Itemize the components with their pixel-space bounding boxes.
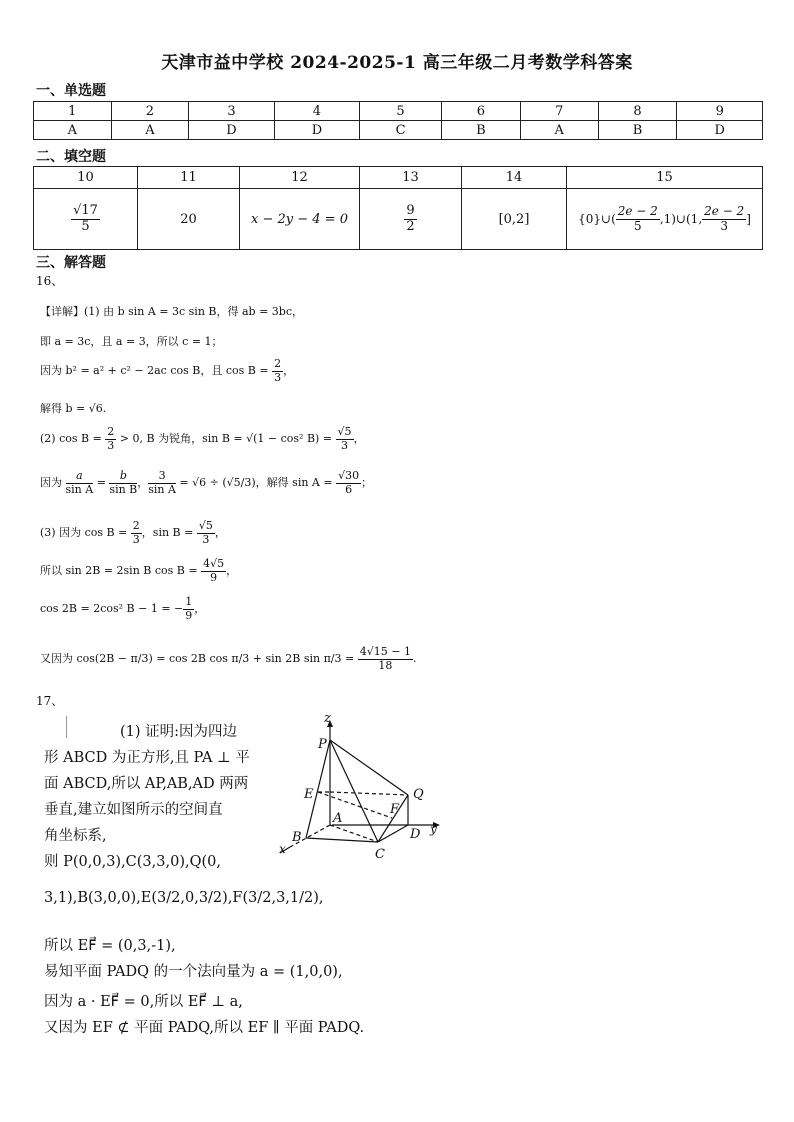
solution-17-line-2: 形 ABCD 为正方形,且 PA ⊥ 平 — [44, 750, 250, 766]
table-cell: 9 — [677, 102, 763, 121]
text: ， — [137, 476, 149, 490]
denominator: 3 — [132, 532, 140, 546]
solution-17-line-8: 所以 EF⃗ = (0,3,-1), — [44, 938, 176, 954]
solution-16-line-2: 即 a = 3c，且 a = 3，所以 c = 1； — [40, 335, 223, 348]
table-cell: B — [441, 121, 520, 140]
fraction — [404, 204, 416, 235]
text: (3) 因为 cos B = — [40, 526, 131, 540]
table-cell: A — [520, 121, 598, 140]
numerator: a — [66, 470, 94, 484]
solution-17-line-1: (1) 证明:因为四边 — [120, 724, 238, 740]
fraction — [358, 646, 413, 672]
section-fill-heading: 二、填空题 — [36, 149, 106, 165]
table-cell — [360, 189, 462, 250]
table-row — [34, 189, 763, 250]
text: 因为 — [40, 476, 66, 490]
text: 所以 sin 2B = 2sin B cos B = — [40, 564, 202, 578]
solution-17-line-10: 因为 a · EF⃗ = 0,所以 EF⃗ ⊥ a, — [44, 994, 243, 1010]
solution-16-line-6 — [40, 470, 372, 496]
table-cell: 8 — [598, 102, 677, 121]
table-row — [34, 167, 763, 189]
table-cell: 20 — [138, 189, 240, 250]
label-e: E — [304, 787, 314, 802]
solution-17-line-5: 角坐标系, — [44, 828, 107, 844]
table-cell — [34, 189, 138, 250]
fraction — [336, 426, 354, 452]
solution-17-line-7: 3,1),B(3,0,0),E(3/2,0,3/2),F(3/2,3,1/2), — [44, 890, 324, 906]
denominator: 3 — [107, 438, 115, 452]
fraction — [183, 596, 194, 622]
text: 因为 b² = a² + c² − 2ac cos B，且 cos B = — [40, 364, 273, 378]
table-cell: 13 — [360, 167, 462, 189]
denominator: 6 — [345, 482, 353, 496]
label-p: P — [318, 737, 327, 752]
table-cell: 3 — [189, 102, 274, 121]
section-solution-heading: 三、解答题 — [36, 255, 106, 271]
numerator: 4√5 — [203, 557, 225, 570]
table-cell: 6 — [441, 102, 520, 121]
table-cell: 14 — [462, 167, 567, 189]
label-c: C — [375, 847, 385, 862]
denominator: 3 — [341, 438, 349, 452]
text: ] — [746, 211, 751, 226]
denominator: 3 — [720, 218, 728, 233]
numerator: √5 — [198, 519, 213, 532]
text: ， — [353, 432, 365, 446]
label-z: z — [324, 711, 331, 726]
solution-16-line-9 — [40, 596, 205, 622]
label-y: y — [430, 822, 437, 836]
edge-pc — [330, 740, 378, 842]
table-cell — [567, 189, 763, 250]
denominator: sin A — [148, 482, 176, 496]
fraction — [201, 558, 226, 584]
numerator: 2 — [107, 425, 115, 438]
fraction — [109, 470, 137, 496]
text: (2) cos B = — [40, 432, 106, 446]
text: = — [93, 476, 110, 490]
denominator: 9 — [185, 608, 193, 622]
numerator: 2 — [132, 519, 140, 532]
edge-ef — [318, 792, 392, 818]
denominator: 9 — [210, 570, 218, 584]
text: . — [412, 652, 417, 666]
denominator: 3 — [202, 532, 210, 546]
fraction — [197, 520, 215, 546]
edge-pq — [330, 740, 408, 795]
solution-16-line-4: 解得 b = √6. — [40, 402, 107, 415]
solution-17-line-3: 面 ABCD,所以 AP,AB,AD 两两 — [44, 776, 249, 792]
table-cell: 1 — [34, 102, 112, 121]
table-cell: 5 — [360, 102, 442, 121]
margin-mark — [66, 716, 67, 738]
solution-16-line-5 — [40, 426, 365, 452]
table-cell: x − 2y − 4 = 0 — [240, 189, 360, 250]
numerator: 1 — [185, 595, 193, 608]
fraction — [71, 204, 100, 235]
denominator: 3 — [274, 370, 282, 384]
solution-17-line-9: 易知平面 PADQ 的一个法向量为 a = (1,0,0), — [44, 964, 343, 980]
table-cell: A — [111, 121, 189, 140]
numerator: √5 — [337, 425, 352, 438]
fraction — [105, 426, 116, 452]
text: ,1)∪(1, — [659, 211, 703, 226]
denominator: sin B — [109, 482, 138, 496]
text: ， — [214, 526, 226, 540]
text: > 0, B 为锐角，sin B = √(1 − cos² B) = — [116, 432, 336, 446]
label-x: x — [279, 842, 286, 856]
section-mc-heading: 一、单选题 — [36, 83, 106, 99]
denominator: sin A — [65, 482, 94, 496]
numerator: 2 — [274, 357, 282, 370]
question-number-16: 16、 — [36, 274, 64, 288]
numerator: 2e − 2 — [617, 203, 658, 218]
numerator: √30 — [338, 469, 360, 482]
text: ； — [361, 476, 373, 490]
fraction — [616, 205, 660, 234]
label-b: B — [292, 830, 302, 845]
question-number-17: 17、 — [36, 694, 64, 708]
solution-16-line-7 — [40, 520, 226, 546]
fraction — [148, 470, 176, 496]
edge-cd — [378, 825, 408, 842]
numerator: 3 — [148, 470, 176, 484]
numerator: b — [109, 470, 137, 484]
fraction — [702, 205, 746, 234]
label-q: Q — [413, 787, 424, 802]
numerator: 9 — [406, 202, 415, 218]
solution-16-line-8 — [40, 558, 237, 584]
solution-16-line-1: 【详解】(1) 由 b sin A = 3c sin B，得 ab = 3bc， — [40, 305, 304, 318]
solution-17-line-11: 又因为 EF ⊄ 平面 PADQ,所以 EF ∥ 平面 PADQ. — [44, 1020, 365, 1036]
label-a: A — [333, 811, 343, 826]
table-row — [34, 121, 763, 140]
solution-16-line-10 — [40, 646, 416, 672]
table-cell: 2 — [111, 102, 189, 121]
fill-answer-table — [33, 166, 763, 250]
label-d: D — [410, 827, 421, 842]
denominator: 18 — [378, 658, 393, 672]
text: ， — [283, 364, 295, 378]
table-cell: A — [34, 121, 112, 140]
text: 又因为 cos(2B − π/3) = cos 2B cos π/3 + sin 2B sin π/3 = — [40, 652, 358, 666]
table-cell: B — [598, 121, 677, 140]
fraction — [336, 470, 361, 496]
table-cell: 11 — [138, 167, 240, 189]
table-cell: 15 — [567, 167, 763, 189]
table-row — [34, 102, 763, 121]
numerator: 4√15 − 1 — [359, 645, 411, 658]
fraction — [131, 520, 142, 546]
text: ， — [194, 602, 206, 616]
numerator: 2e − 2 — [704, 203, 745, 218]
solution-16-line-3 — [40, 358, 294, 384]
numerator: √17 — [73, 202, 98, 218]
fraction — [66, 470, 94, 496]
table-cell: 4 — [274, 102, 359, 121]
text: = √6 ÷ (√5/3)，解得 sin A = — [175, 476, 337, 490]
coordinate-figure — [270, 710, 460, 865]
denominator: 5 — [81, 218, 90, 234]
table-cell: D — [189, 121, 274, 140]
text: cos 2B = 2cos² B − 1 = − — [40, 602, 184, 616]
table-cell: 12 — [240, 167, 360, 189]
solution-17-line-4: 垂直,建立如图所示的空间直 — [44, 802, 223, 818]
table-cell: 10 — [34, 167, 138, 189]
edge-aq — [330, 792, 408, 795]
solution-17-line-6: 则 P(0,0,3),C(3,3,0),Q(0, — [44, 854, 221, 870]
table-cell: D — [677, 121, 763, 140]
page-title: 天津市益中学校 2024-2025-1 高三年级二月考数学科答案 — [161, 53, 633, 73]
table-cell: 7 — [520, 102, 598, 121]
table-cell: [0,2] — [462, 189, 567, 250]
text: {0}∪( — [578, 211, 616, 226]
label-f: F — [390, 802, 400, 817]
text: ， — [226, 564, 238, 578]
edge-bc — [306, 838, 378, 842]
denominator: 2 — [406, 218, 415, 234]
text: ，sin B = — [141, 526, 197, 540]
table-cell: C — [360, 121, 442, 140]
denominator: 5 — [633, 218, 642, 233]
mc-answer-table — [33, 101, 763, 140]
table-cell: D — [274, 121, 359, 140]
fraction — [272, 358, 283, 384]
